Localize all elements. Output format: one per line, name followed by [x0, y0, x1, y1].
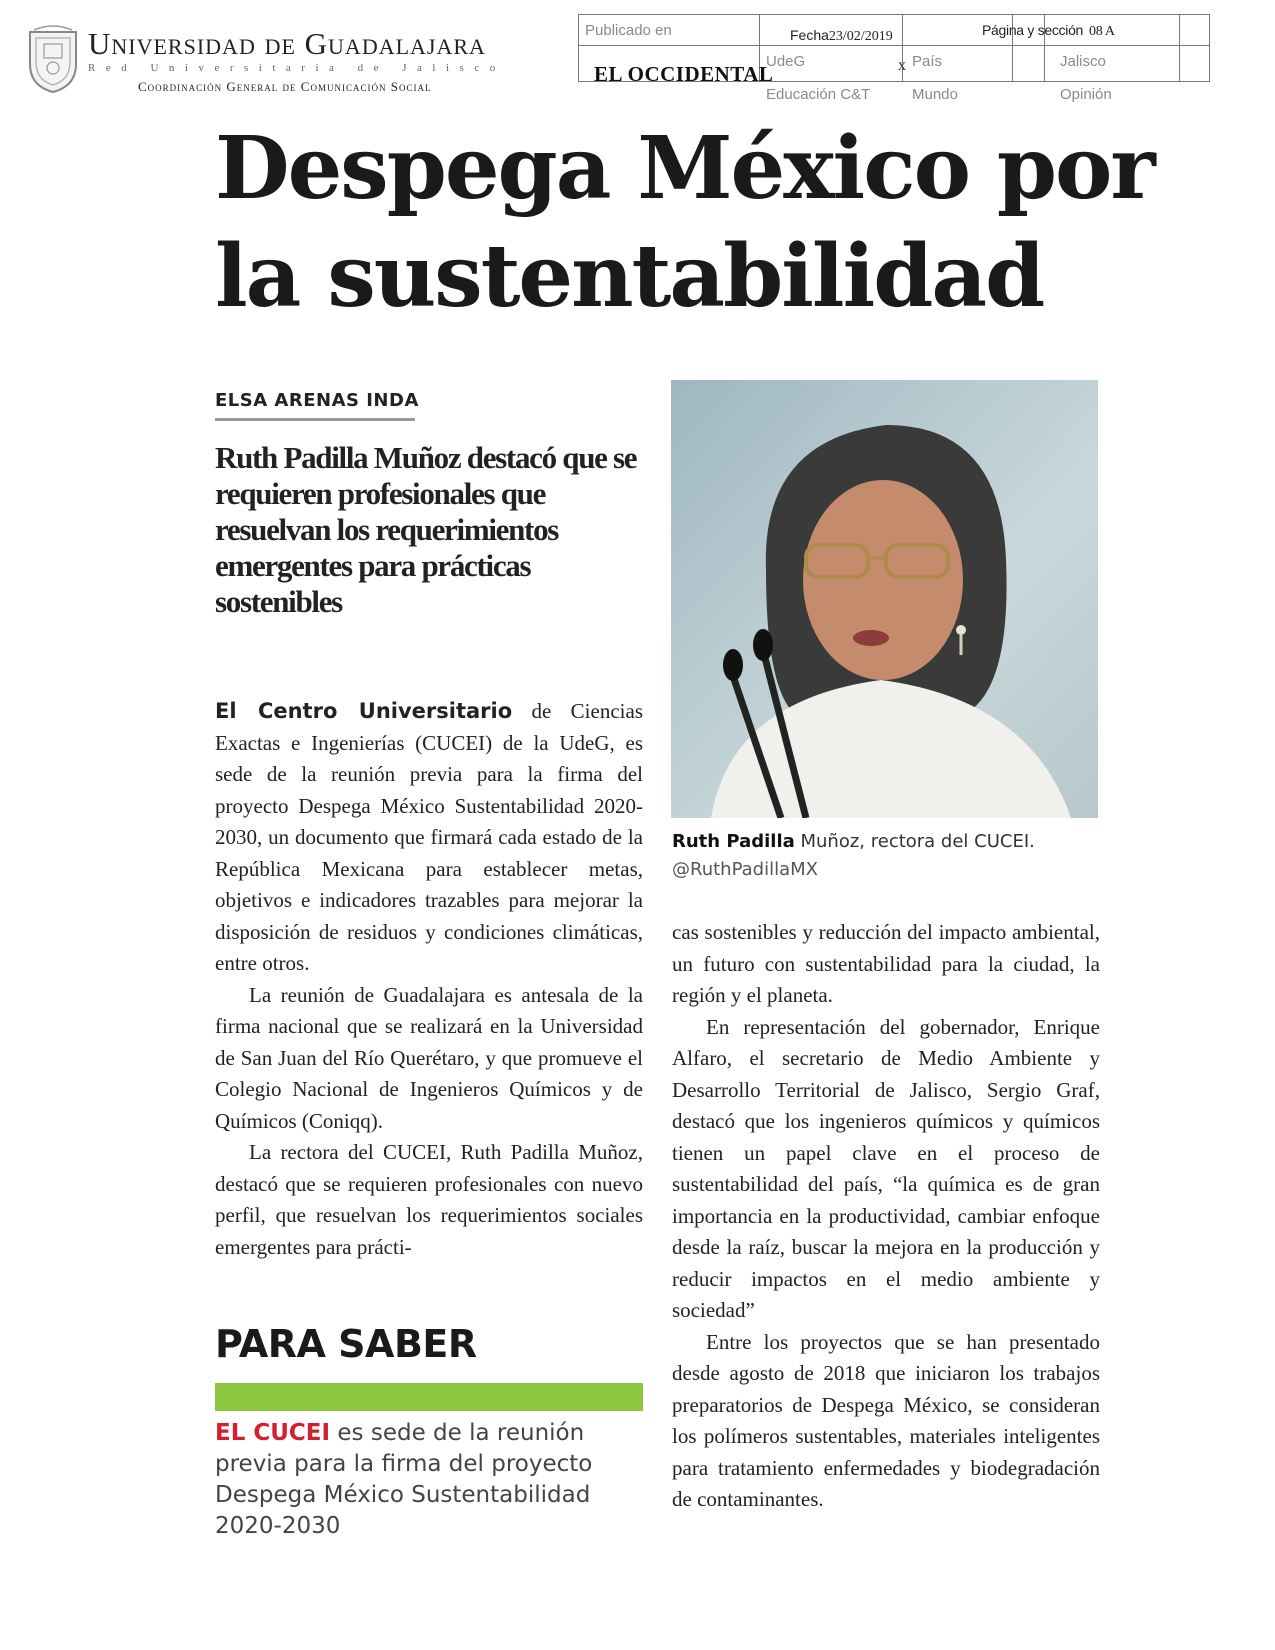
university-network: Red Universitaria de Jalisco: [88, 62, 506, 74]
published-in-label: Publicado en: [585, 22, 672, 39]
section-udeg: UdeG: [766, 53, 806, 70]
byline: ELSA ARENAS INDA: [215, 390, 419, 411]
para-saber-title: PARA SABER: [215, 1322, 477, 1366]
caption-text: Muñoz, rectora del CUCEI.: [794, 831, 1035, 852]
paragraph: Entre los proyectos que se han presentado desde agosto de 2018 que iniciaron los trabajos preparatorios de Despega México, se consideran los polímeros sustentables, materiales inteligentes para tratamiento enfermedades y biodegradación de contaminantes.: [672, 1329, 1100, 1511]
university-crest-logo: [26, 24, 80, 94]
section-pais: País: [912, 53, 943, 70]
headline-line-1: Despega México por: [215, 118, 1154, 219]
newspaper-name: EL OCCIDENTAL: [594, 62, 774, 86]
photo-credit: @RuthPadillaMX: [672, 859, 818, 880]
body-column-right: [672, 917, 1100, 1516]
section-educacion: Educación C&T: [766, 86, 871, 103]
byline-underline: [215, 418, 415, 421]
para-saber-bar: [215, 1383, 643, 1411]
article-photo: [671, 380, 1098, 818]
paragraph-lead-in: El Centro Universitario: [215, 699, 513, 723]
university-department: Coordinación General de Comunicación Social: [138, 79, 432, 94]
caption-name: Ruth Padilla: [672, 831, 795, 852]
article-headline: [215, 115, 1215, 331]
paragraph: La rectora del CUCEI, Ruth Padilla Muñoz, destacó que se requieren profesionales con nuevo perfil, que resuelvan los requerimientos sociales emergentes para prácti-: [215, 1140, 643, 1259]
university-name: Universidad de Guadalajara: [88, 26, 486, 61]
photo-caption: [672, 828, 1112, 884]
paragraph: La reunión de Guadalajara es antesala de la firma nacional que se realizará en la Universidad de San Juan del Río Querétaro, y que promueve el Colegio Nacional de Ingenieros Químicos y de Químicos (Coniqq).: [215, 982, 643, 1133]
portrait-illustration: [671, 380, 1098, 818]
paragraph: cas sostenibles y reducción del impacto ambiental, un futuro con sustentabilidad para la ciudad, la región y el planeta.: [672, 920, 1100, 1007]
section-jalisco: Jalisco: [1060, 53, 1106, 70]
page-section-field: Página y sección 08 A: [982, 22, 1115, 39]
section-mark: x: [898, 57, 906, 74]
para-saber-text: EL CUCEI es sede de la reunión previa para la firma del proyecto Despega México Sustentabilidad 2020-2030: [215, 1420, 593, 1539]
section-mundo: Mundo: [912, 86, 958, 103]
date-value: 23/02/2019: [828, 29, 893, 44]
section-opinion: Opinión: [1060, 86, 1112, 103]
date-field: Fecha23/02/2019: [790, 27, 893, 44]
page-section-value: 08 A: [1089, 24, 1115, 39]
article-deck: Ruth Padilla Muñoz destacó que se requieren profesionales que resuelvan los requerimientos emergentes para prácticas sostenibles: [215, 440, 637, 619]
headline-line-2: la sustentabilidad: [215, 226, 1044, 327]
para-saber-lead: EL CUCEI: [215, 1420, 331, 1446]
paragraph: El Centro Universitario de Ciencias Exactas e Ingenierías (CUCEI) de la UdeG, es sede de la reunión previa para la firma del proyecto Despega México Sustentabilidad 2020-2030, un documento que firmará cada estado de la República Mexicana para establecer metas, objetivos e indicadores trazables para mejorar la disposición de residuos y condiciones climáticas, entre otros.: [215, 699, 643, 975]
body-column-left: [215, 696, 643, 1263]
paragraph: En representación del gobernador, Enrique Alfaro, el secretario de Medio Ambiente y Desarrollo Territorial de Jalisco, Sergio Graf, destacó que los ingenieros químicos y químicos tienen un papel clave en el proceso de sustentabilidad del país, “la química es de gran importancia en la productividad, cambiar enfoque desde la raíz, buscar la mejora en la producción y reducir impactos en el medio ambiente y sociedad”: [672, 1014, 1100, 1322]
